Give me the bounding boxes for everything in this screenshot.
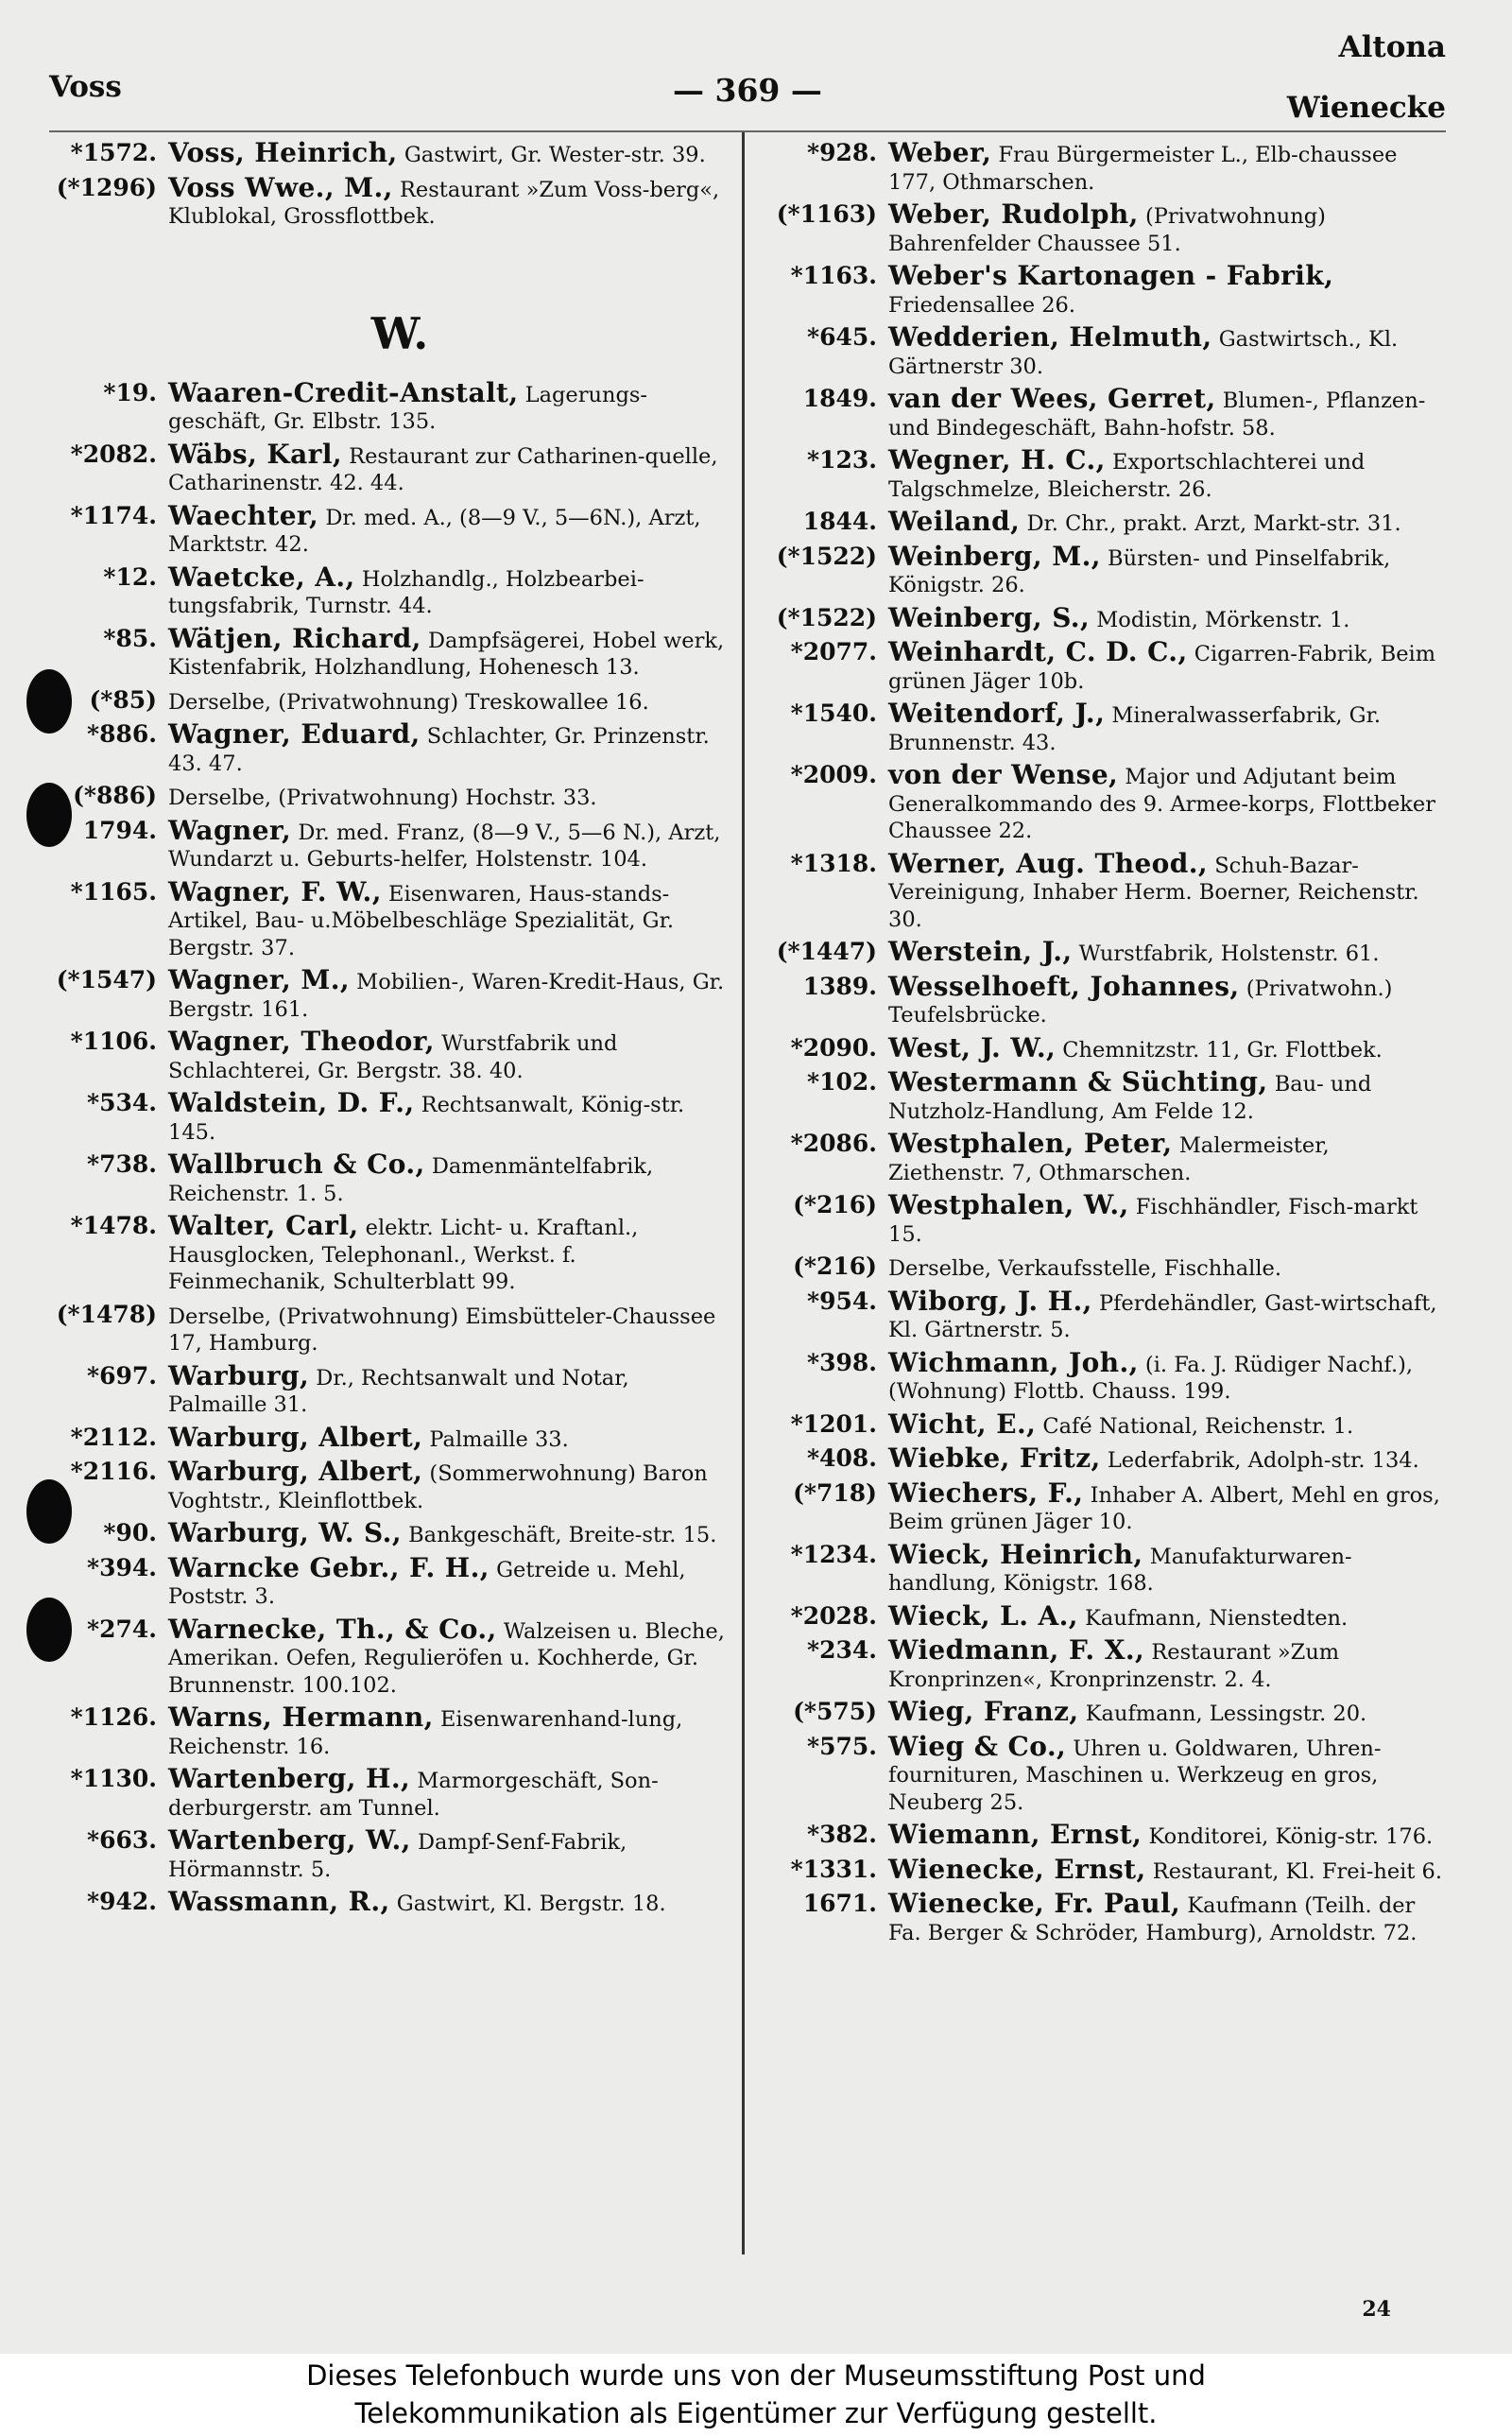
phone-number: *1572. [70,139,157,166]
subscriber-details: Pferdehändler, Gast-wirtschaft, Kl. Gärtnerstr. 5. [888,1290,1437,1342]
subscriber-name: Wieck, Heinrich, [888,1538,1143,1570]
phone-number: *1174. [70,501,157,529]
directory-entry [36,1886,726,1918]
phone-number: *12. [103,562,157,591]
subscriber-details: Schlachter, Gr. Prinzenstr. 43. 47. [168,724,710,776]
directory-entry [36,1551,726,1611]
directory-entry [756,1285,1451,1344]
directory-entry [36,1704,726,1760]
directory-entry [756,1888,1451,1946]
phone-number: *575. [807,1732,877,1760]
subscriber-details: Manufakturwaren-handlung, Königstr. 168. [888,1544,1352,1596]
subscriber-name: Westphalen, W., [888,1189,1129,1220]
phone-number: *123. [807,446,877,474]
subscriber-name: Wieck, L. A., [888,1599,1078,1632]
subscriber-details: Getreide u. Mehl, Poststr. 3. [168,1557,686,1609]
subscriber-details: Holzhandlg., Holzbearbei-tungsfabrik, Turnstr. 44. [168,566,644,618]
phone-number: *408. [807,1444,877,1472]
subscriber-name: Weinberg, M., [888,540,1101,572]
directory-entry [756,540,1451,599]
directory-entry [756,601,1451,634]
phone-number: 1389. [802,972,877,1000]
directory-entry [36,1421,726,1454]
phone-number: *2082. [70,440,157,468]
phone-number: (*1547) [56,966,157,993]
subscriber-details: Restaurant zur Catharinen-quelle, Catharinenstr. 42. 44. [168,443,718,495]
phone-number: *85. [103,624,157,652]
phone-number: (*1478) [56,1300,157,1328]
phone-number: (*85) [89,685,157,714]
subscriber-name: Wallbruch & Co., [168,1149,425,1180]
subscriber-details: Uhren u. Goldwaren, Uhren-fournituren, Maschinen u. Werkzeug en gros, Neuberg 25. [888,1736,1382,1815]
directory-entry [36,964,726,1023]
directory-entry [756,1477,1451,1536]
directory-entry [756,847,1451,934]
subscriber-name: Wäbs, Karl, [168,438,343,470]
directory-entry [756,1253,1451,1283]
subscriber-details: Modistin, Mörkenstr. 1. [1096,607,1350,632]
directory-entry [756,970,1451,1029]
phone-number: *886. [87,720,157,748]
subscriber-details: Gastwirtsch., Kl. Gärtnerstr 30. [888,327,1399,379]
directory-entry [756,1634,1451,1693]
phone-number: *1331. [790,1855,877,1883]
subscriber-name: von der Wense, [888,759,1119,790]
left-column [36,137,726,2257]
subscriber-name: Warburg, Albert, [168,1421,423,1453]
phone-number: *234. [807,1636,877,1664]
subscriber-name: Wiechers, F., [888,1477,1084,1509]
header-rule [49,130,1446,132]
phone-number: *2028. [790,1601,877,1630]
directory-entry [36,1613,726,1700]
subscriber-name: Westermann & Süchting, [888,1066,1268,1097]
directory-entry [756,260,1451,319]
subscriber-name: Weinhardt, C. D. C., [888,636,1188,667]
subscriber-details: Fischhändler, Fisch-markt 15. [888,1195,1418,1247]
subscriber-name: Warburg, [168,1359,310,1391]
phone-number: *1163. [790,262,877,289]
subscriber-name: Wiebke, Fritz, [888,1443,1101,1474]
directory-entry [756,444,1451,503]
directory-entry [756,1346,1451,1406]
phone-number: *2090. [790,1033,877,1062]
subscriber-details: Marmorgeschäft, Son-derburgerstr. am Tunnel. [168,1769,659,1821]
directory-entry [756,759,1451,845]
directory-entry [756,201,1451,257]
directory-entry [756,1599,1451,1633]
subscriber-name: Warburg, W. S., [168,1517,402,1548]
subscriber-details: Wurstfabrik und Schlachterei, Gr. Bergstr. 38. 40. [168,1031,618,1083]
directory-entry [36,718,726,777]
subscriber-details: Eisenwaren, Haus-stands-Artikel, Bau- u.Möbelbeschläge Spezialität, Gr. Bergstr. 37. [168,881,675,960]
subscriber-details: Damenmäntelfabrik, Reichenstr. 1. 5. [168,1154,654,1206]
phone-number: (*1163) [776,200,877,228]
phone-number: (*1522) [776,603,877,631]
directory-entry [36,1210,726,1296]
column-divider [742,132,745,2255]
subscriber-name: Wagner, Theodor, [168,1026,435,1057]
phone-number: *2112. [70,1423,157,1451]
subscriber-details: Lederfabrik, Adolph-str. 134. [1107,1448,1419,1473]
directory-entry [36,438,726,497]
subscriber-details: Restaurant »Zum Voss-berg«, Klublokal, Grossflottbek. [168,177,720,229]
subscriber-details: (Privatwohnung) Bahrenfelder Chaussee 51. [888,204,1326,256]
subscriber-name: Wagner, [168,814,292,846]
subscriber-name: Wiborg, J. H., [888,1285,1092,1317]
subscriber-name: Wicht, E., [888,1408,1037,1440]
directory-entry [36,1302,726,1357]
subscriber-name: Wagner, F. W., [168,875,382,907]
directory-entry [36,622,726,682]
phone-number: *954. [807,1287,877,1315]
subscriber-details: Cigarren-Fabrik, Beim grünen Jäger 10b. [888,642,1436,694]
directory-entry [756,1696,1451,1728]
directory-entry [756,936,1451,968]
subscriber-name: Waldstein, D. F., [168,1087,415,1118]
subscriber-details: Derselbe, (Privatwohnung) Hochstr. 33. [168,786,597,810]
footer-line-1: Dieses Telefonbuch wurde uns von der Museumsstiftung Post und [306,2359,1206,2392]
phone-number: 1844. [802,508,877,535]
subscriber-details: Chemnitzstr. 11, Gr. Flottbek. [1062,1037,1383,1063]
header-right-keyword: Wienecke [1286,91,1446,125]
subscriber-name: Wesselhoeft, Johannes, [888,970,1240,1002]
directory-entry [36,376,726,436]
subscriber-name: Warns, Hermann, [168,1702,434,1733]
phone-number: *1478. [70,1212,157,1239]
subscriber-details: Dr. med. Franz, (8—9 V., 5—6 N.), Arzt, Wundarzt u. Geburts-helfer, Holstenstr. 104. [168,820,721,872]
directory-entry [756,1189,1451,1248]
subscriber-details: Restaurant »Zum Kronprinzen«, Kronprinzenstr. 2. 4. [888,1640,1340,1692]
subscriber-details: Wurstfabrik, Holstenstr. 61. [1078,942,1380,966]
directory-entry [36,1359,726,1419]
subscriber-details: Blumen-, Pflanzen- und Bindegeschäft, Bahn-hofstr. 58. [888,389,1426,441]
directory-entry [756,700,1451,756]
subscriber-details: Konditorei, König-str. 176. [1148,1824,1434,1849]
phone-number: *398. [807,1348,877,1376]
subscriber-name: Waechter, [168,499,319,531]
directory-entry [756,1066,1451,1125]
subscriber-details: Kaufmann, Lessingstr. 20. [1085,1702,1367,1726]
phone-number: *2077. [790,638,877,665]
directory-entry [756,321,1451,380]
subscriber-name: Wätjen, Richard, [168,622,421,654]
subscriber-name: Voss Wwe., M., [168,171,393,203]
subscriber-details: Dr. med. A., (8—9 V., 5—6N.), Arzt, Marktstr. 42. [168,505,701,557]
directory-entry [36,1517,726,1549]
subscriber-details: Restaurant, Kl. Frei-heit 6. [1152,1858,1443,1884]
subscriber-details: Eisenwarenhand-lung, Reichenstr. 16. [168,1707,683,1759]
subscriber-name: Waaren-Credit-Anstalt, [168,376,519,408]
phone-number: *1234. [790,1540,877,1568]
subscriber-name: Weber's Kartonagen - Fabrik, [888,260,1334,291]
phone-number: (*886) [73,782,157,809]
phone-number: *1130. [70,1765,157,1792]
subscriber-name: Warncke Gebr., F. H., [168,1551,490,1583]
phone-number: 1794. [82,816,157,844]
phone-number: (*216) [793,1253,877,1280]
directory-entry [36,1087,726,1146]
directory-entry [756,383,1451,441]
header-page-number: — 369 — [673,72,822,109]
subscriber-details: Kaufmann, Nienstedten. [1085,1605,1349,1631]
subscriber-name: Wartenberg, H., [168,1763,411,1794]
ownership-footer [0,2354,1512,2436]
phone-number: *645. [807,323,877,351]
phone-number: *1165. [70,877,157,906]
phone-number: (*216) [793,1191,877,1218]
directory-entry [36,137,726,169]
footer-line-2: Telekommunikation als Eigentümer zur Verfügung gestellt. [354,2397,1158,2429]
subscriber-name: Wieg & Co., [888,1730,1067,1762]
phone-number: *1201. [790,1409,877,1438]
directory-entry [36,875,726,962]
phone-number: *2009. [790,761,877,788]
subscriber-details: Schuh-Bazar-Vereinigung, Inhaber Herm. Boerner, Reichenstr. 30. [888,853,1419,932]
subscriber-details: Café National, Reichenstr. 1. [1042,1413,1354,1439]
phone-number: *942. [87,1888,157,1915]
subscriber-name: Wieg, Franz, [888,1696,1079,1727]
phone-number: *534. [87,1089,157,1116]
subscriber-name: Wagner, Eduard, [168,718,421,750]
subscriber-name: van der Wees, Gerret, [888,383,1216,414]
subscriber-details: Derselbe, (Privatwohnung) Treskowallee 16. [168,689,649,715]
subscriber-details: Bau- und Nutzholz-Handlung, Am Felde 12. [888,1072,1372,1124]
subscriber-name: Wassmann, R., [168,1886,390,1917]
subscriber-details: Major und Adjutant beim Generalkommando des 9. Armee-korps, Flottbeker Chaussee 22. [888,765,1435,843]
directory-entry [756,1819,1451,1851]
directory-entry [36,499,726,559]
header-left-keyword: Voss [49,70,122,104]
phone-number: *697. [87,1361,157,1390]
subscriber-details: (Sommerwohnung) Baron Voghtstr., Kleinflottbek. [168,1461,708,1513]
directory-entry [756,506,1451,538]
phone-number: *928. [807,139,877,166]
subscriber-name: Voss, Heinrich, [168,137,398,168]
subscriber-name: Wiemann, Ernst, [888,1819,1143,1850]
directory-entry [756,1445,1451,1475]
subscriber-name: Werner, Aug. Theod., [888,847,1209,879]
phone-number: *1318. [790,849,877,877]
directory-entry [36,1151,726,1207]
phone-number: (*575) [793,1698,877,1725]
subscriber-name: Wagner, M., [168,964,351,995]
phone-number: *1106. [70,1028,157,1055]
subscriber-details: Mineralwasserfabrik, Gr. Brunnenstr. 43. [888,703,1382,755]
phone-number: (*718) [793,1478,877,1507]
phone-number: *738. [87,1150,157,1178]
subscriber-details: Mobilien-, Waren-Kredit-Haus, Gr. Bergstr. 161. [168,970,725,1022]
subscriber-name: Wiedmann, F. X., [888,1634,1145,1666]
phone-number: *19. [103,378,157,406]
subscriber-name: Wedderien, Helmuth, [888,321,1212,353]
phone-number: (*1522) [776,542,877,570]
phone-number: *2086. [790,1130,877,1157]
directory-entry [756,636,1451,695]
phone-number: (*1447) [776,938,877,965]
subscriber-name: Werstein, J., [888,936,1073,967]
directory-entry [36,1028,726,1084]
phone-number: *1126. [70,1703,157,1731]
phone-number: *663. [87,1826,157,1854]
subscriber-details: Kaufmann (Teilh. der Fa. Berger & Schröder, Hamburg), Arnoldstr. 72. [888,1893,1418,1945]
phone-number: 1671. [802,1890,877,1917]
subscriber-details: Rechtsanwalt, König-str. 145. [168,1093,685,1145]
subscriber-details: Derselbe, (Privatwohnung) Eimsbütteler-Chaussee 17, Hamburg. [168,1304,716,1356]
directory-entry [756,1128,1451,1186]
directory-entry [756,137,1451,196]
subscriber-details: Gastwirt, Kl. Bergstr. 18. [396,1892,666,1916]
directory-entry [36,687,726,717]
subscriber-name: Weitendorf, J., [888,698,1106,729]
directory-entry [36,561,726,620]
subscriber-name: Weiland, [888,506,1021,537]
phone-number: *274. [87,1615,157,1643]
subscriber-details: Walzeisen u. Bleche, Amerikan. Oefen, Regulieröfen u. Kochherde, Gr. Brunnenstr. 100.102. [168,1618,725,1698]
directory-entry [36,1763,726,1822]
header-city: Altona [1338,30,1446,64]
directory-entry [36,783,726,812]
directory-entry [36,1824,726,1883]
sheet-number: 24 [1362,2297,1391,2322]
subscriber-name: Walter, Carl, [168,1210,359,1241]
subscriber-details: elektr. Licht- u. Kraftanl., Hausglocken, Telephonanl., Werkst. f. Feinmechanik, Schulterblatt 99. [168,1216,639,1294]
subscriber-details: Bankgeschäft, Breite-str. 15. [408,1523,717,1547]
directory-entry [36,814,726,873]
subscriber-name: Weber, Rudolph, [888,199,1139,230]
subscriber-details: Dampfsägerei, Hobel werk, Kistenfabrik, Holzhandlung, Hohenesch 13. [168,628,725,680]
directory-entry [756,1730,1451,1817]
subscriber-details: Derselbe, Verkaufsstelle, Fischhalle. [888,1256,1281,1281]
section-letter: W. [370,307,429,359]
phone-number: 1849. [802,385,877,412]
phone-number: *2116. [70,1458,157,1485]
subscriber-details: Palmaille 33. [429,1426,569,1452]
subscriber-details: Dampf-Senf-Fabrik, Hörmannstr. 5. [168,1830,627,1882]
subscriber-name: Warnecke, Th., & Co., [168,1613,497,1645]
directory-entry [756,1408,1451,1441]
directory-entry [756,1853,1451,1886]
subscriber-name: Weinberg, S., [888,601,1091,633]
phone-number: *382. [807,1821,877,1848]
subscriber-name: Westphalen, Peter, [888,1128,1173,1159]
subscriber-name: Wegner, H. C., [888,444,1106,475]
subscriber-details: (i. Fa. J. Rüdiger Nachf.), (Wohnung) Flottb. Chauss. 199. [888,1352,1414,1404]
directory-entry [756,1031,1451,1064]
subscriber-details: Dr., Rechtsanwalt und Notar, Palmaille 31. [168,1365,629,1417]
subscriber-name: Wienecke, Fr. Paul, [888,1888,1181,1919]
directory-entry [756,1538,1451,1598]
subscriber-name: Waetcke, A., [168,561,355,593]
subscriber-details: (Privatwohn.) Teufelsbrücke. [888,976,1393,1028]
subscriber-name: West, J. W., [888,1031,1057,1063]
subscriber-details: Friedensallee 26. [888,292,1076,318]
subscriber-details: Inhaber A. Albert, Mehl en gros, Beim grünen Jäger 10. [888,1482,1440,1534]
directory-entry [36,171,726,231]
subscriber-details: Malermeister, Ziethenstr. 7, Othmarschen. [888,1133,1330,1185]
phone-number: *90. [103,1519,157,1546]
phone-number: *394. [87,1553,157,1581]
phone-number: *1540. [790,700,877,727]
phone-number: *102. [807,1068,877,1096]
right-column [756,137,1451,2257]
subscriber-details: Exportschlachterei und Talgschmelze, Bleicherstr. 26. [888,450,1366,502]
subscriber-details: Dr. Chr., prakt. Arzt, Markt-str. 31. [1026,511,1401,536]
subscriber-name: Wichmann, Joh., [888,1346,1139,1378]
subscriber-name: Warburg, Albert, [168,1456,423,1487]
subscriber-details: Bürsten- und Pinselfabrik, Königstr. 26. [888,545,1391,597]
subscriber-details: Gastwirt, Gr. Wester-str. 39. [404,143,706,167]
subscriber-name: Wartenberg, W., [168,1824,411,1856]
phone-number: (*1296) [56,173,157,201]
subscriber-details: Lagerungs-geschäft, Gr. Elbstr. 135. [168,382,648,434]
subscriber-name: Wienecke, Ernst, [888,1853,1146,1885]
subscriber-details: Frau Bürgermeister L., Elb-chaussee 177, Othmarschen. [888,143,1398,195]
subscriber-name: Weber, [888,137,992,168]
directory-entry [36,1456,726,1514]
